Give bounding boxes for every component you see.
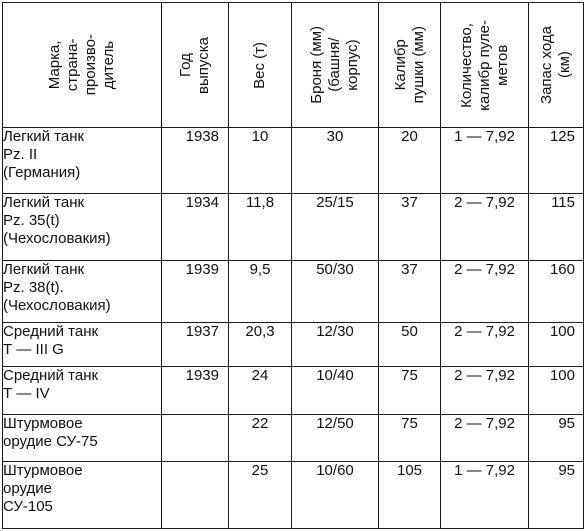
cell-year: 1934 xyxy=(162,194,229,260)
cell-gun: 37 xyxy=(379,260,441,322)
cell-year: 1939 xyxy=(162,260,229,322)
header-machine-guns: Количество, калибр пуле- метов xyxy=(441,3,529,128)
cell-range: 100 xyxy=(529,367,584,415)
cell-range: 95 xyxy=(529,415,584,461)
table-row xyxy=(3,461,584,528)
cell-armor: 50/30 xyxy=(292,260,379,322)
cell-weight: 10 xyxy=(229,128,292,194)
cell-year: 1938 xyxy=(162,128,229,194)
table-row xyxy=(3,260,584,322)
cell-mg: 1 — 7,92 xyxy=(441,128,529,194)
cell-armor: 12/30 xyxy=(292,322,379,366)
cell-weight: 22 xyxy=(229,415,292,461)
cell-name: Штурмовое орудие СУ-75 xyxy=(3,415,162,461)
cell-mg: 2 — 7,92 xyxy=(441,322,529,366)
cell-armor: 30 xyxy=(292,128,379,194)
cell-weight: 20,3 xyxy=(229,322,292,366)
cell-mg: 1 — 7,92 xyxy=(441,461,529,528)
cell-armor: 10/60 xyxy=(292,461,379,528)
table-row xyxy=(3,194,584,260)
cell-name: Легкий танк Pz. 38(t). (Чехословакия) xyxy=(3,260,162,322)
table-row xyxy=(3,367,584,415)
cell-gun: 75 xyxy=(379,415,441,461)
cell-name: Легкий танк Pz. 35(t) (Чехословакия) xyxy=(3,194,162,260)
header-brand: Марка, страна- произво- дитель xyxy=(3,3,162,128)
cell-gun: 20 xyxy=(379,128,441,194)
cell-mg: 2 — 7,92 xyxy=(441,367,529,415)
cell-range: 125 xyxy=(529,128,584,194)
cell-name: Средний танк Т — IV xyxy=(3,367,162,415)
cell-weight: 9,5 xyxy=(229,260,292,322)
cell-mg: 2 — 7,92 xyxy=(441,194,529,260)
cell-year xyxy=(162,461,229,528)
tank-spec-table xyxy=(2,2,584,529)
cell-name: Штурмовое орудие СУ-105 xyxy=(3,461,162,528)
header-row xyxy=(3,3,584,128)
cell-weight: 24 xyxy=(229,367,292,415)
cell-range: 160 xyxy=(529,260,584,322)
header-range: Запас хода (км) xyxy=(529,3,584,128)
cell-gun: 105 xyxy=(379,461,441,528)
cell-range: 95 xyxy=(529,461,584,528)
table-row xyxy=(3,128,584,194)
cell-name: Средний танк Т — III G xyxy=(3,322,162,366)
cell-armor: 25/15 xyxy=(292,194,379,260)
header-weight: Вес (т) xyxy=(229,3,292,128)
cell-armor: 10/40 xyxy=(292,367,379,415)
cell-range: 100 xyxy=(529,322,584,366)
cell-gun: 50 xyxy=(379,322,441,366)
header-armor: Броня (мм) (башня/ корпус) xyxy=(292,3,379,128)
cell-weight: 25 xyxy=(229,461,292,528)
cell-name: Легкий танк Pz. II (Германия) xyxy=(3,128,162,194)
cell-year: 1939 xyxy=(162,367,229,415)
header-gun-caliber: Калибр пушки (мм) xyxy=(379,3,441,128)
cell-gun: 37 xyxy=(379,194,441,260)
cell-armor: 12/50 xyxy=(292,415,379,461)
cell-year: 1937 xyxy=(162,322,229,366)
cell-gun: 75 xyxy=(379,367,441,415)
table-row xyxy=(3,415,584,461)
header-year: Год выпуска xyxy=(162,3,229,128)
cell-range: 115 xyxy=(529,194,584,260)
cell-year xyxy=(162,415,229,461)
cell-mg: 2 — 7,92 xyxy=(441,260,529,322)
cell-mg: 2 — 7,92 xyxy=(441,415,529,461)
table-row xyxy=(3,322,584,366)
cell-weight: 11,8 xyxy=(229,194,292,260)
